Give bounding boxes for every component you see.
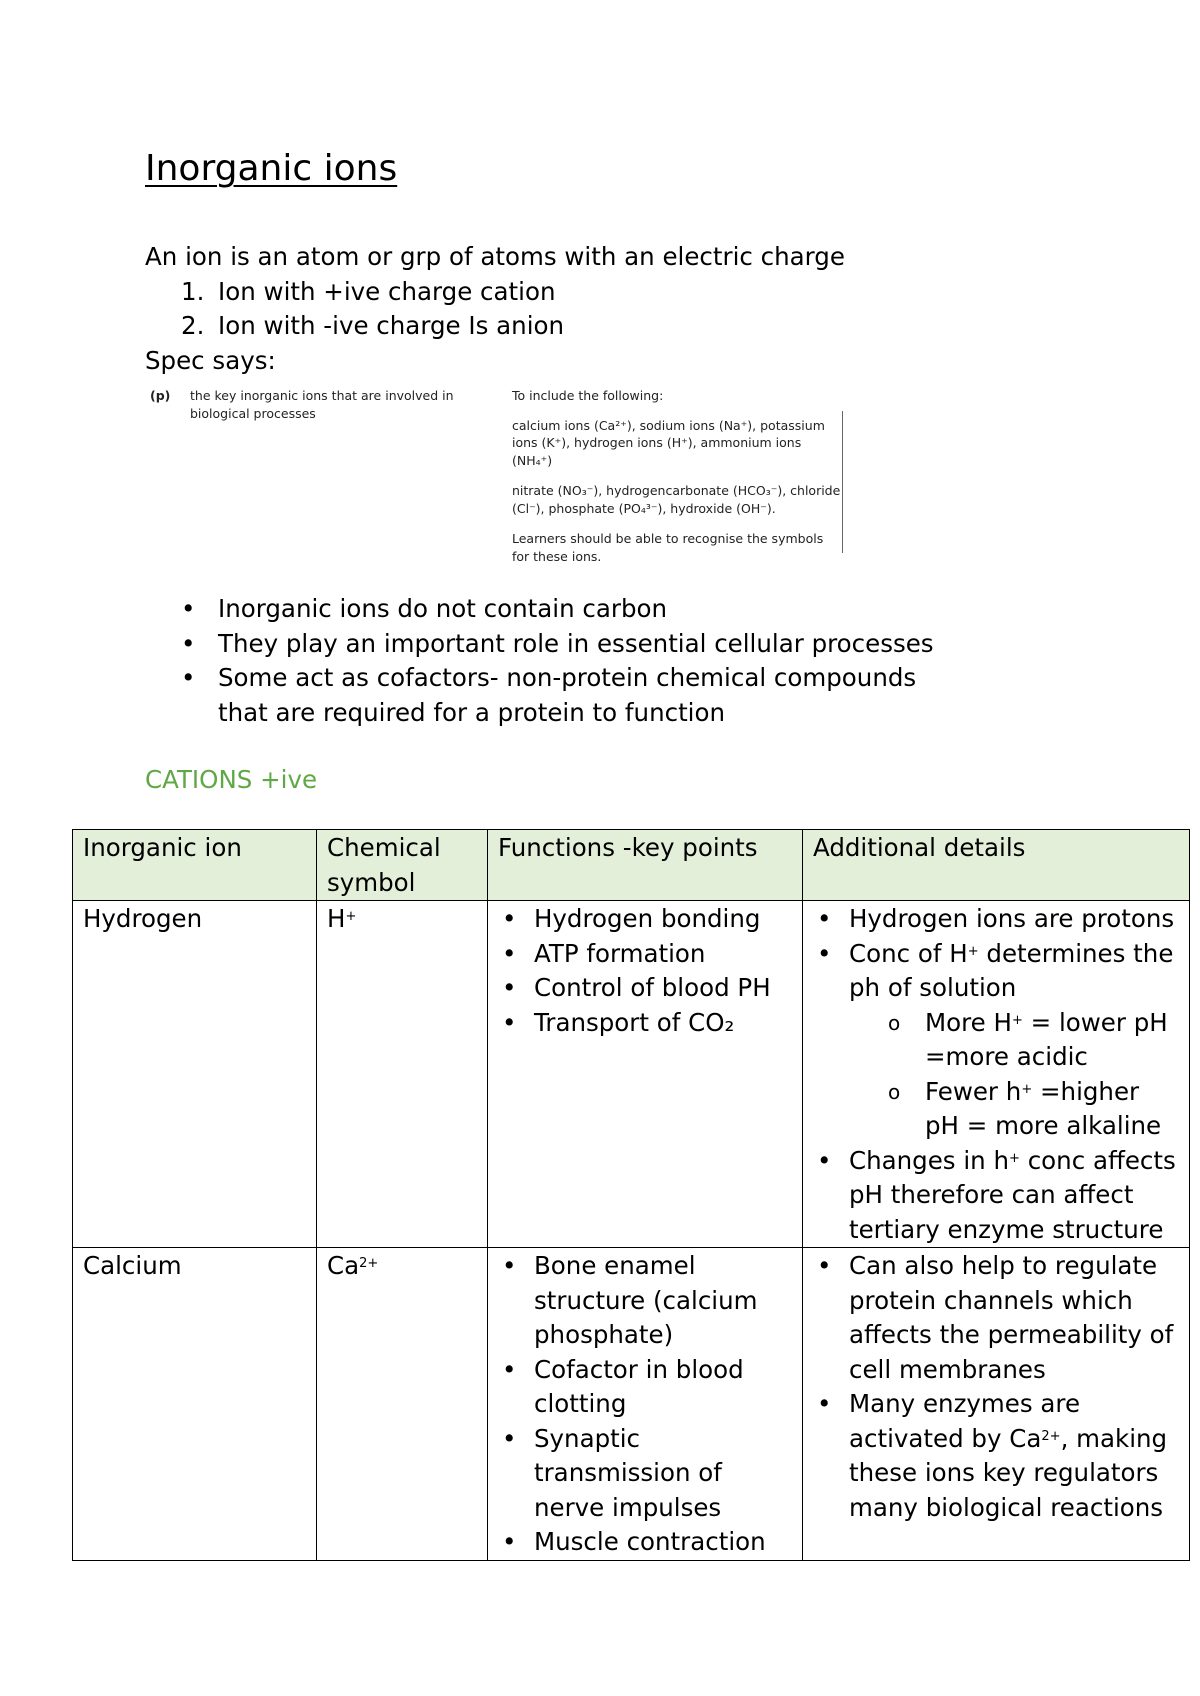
bullet-icon: • <box>502 1007 517 1037</box>
list-item-text: Ion with -ive charge Is anion <box>218 311 565 340</box>
bullet-icon: • <box>817 1251 832 1280</box>
list-item <box>145 275 845 310</box>
list-item <box>145 592 965 627</box>
bullet-icon: • <box>817 904 832 933</box>
list-item <box>498 937 792 972</box>
list-item-text: Transport of CO₂ <box>534 1007 735 1037</box>
spec-cations: calcium ions (Ca²⁺), sodium ions (Na⁺), potassium ions (K⁺), hydrogen ions (H⁺), ammonium ions (NH₄⁺) <box>512 417 825 468</box>
bullet-icon: • <box>817 938 832 968</box>
bullet-icon: • <box>502 1251 517 1280</box>
list-item <box>498 971 792 1006</box>
text-part: = lower pH =more acidic <box>925 1007 1168 1071</box>
bullet-icon: • <box>502 973 517 1002</box>
bullet-icon: • <box>817 1145 832 1175</box>
spec-anions: nitrate (NO₃⁻), hydrogencarbonate (HCO₃⁻), chloride (Cl⁻), phosphate (PO₄³⁻), hydroxide (OH⁻). <box>512 483 841 516</box>
spec-topic: the key inorganic ions that are involved in biological processes <box>190 388 454 421</box>
list-item <box>813 1144 1179 1248</box>
key-points <box>145 592 965 730</box>
list-item-text: Some act as cofactors- non-protein chemical compounds that are required for a protein to function <box>218 663 917 727</box>
text-part: Changes in h <box>849 1145 1010 1175</box>
text-part: Many enzymes are activated by Ca <box>849 1389 1081 1453</box>
spec-divider <box>842 411 843 553</box>
list-item-text: Control of blood PH <box>534 973 771 1002</box>
text-part: More H <box>925 1007 1012 1037</box>
page-title: Inorganic ions <box>145 148 398 189</box>
section-heading-cations: CATIONS +ive <box>145 765 318 794</box>
list-item <box>498 1525 792 1560</box>
spec-says-label: Spec says: <box>145 345 276 375</box>
bullet-icon: • <box>181 628 196 658</box>
bullet-icon: • <box>817 1389 832 1418</box>
text-part: conc affects pH therefore can affect tertiary enzyme structure <box>849 1145 1176 1244</box>
list-item <box>498 1353 792 1422</box>
details-cell <box>803 1248 1190 1561</box>
charge-superscript: + <box>1009 1150 1020 1166</box>
table-row <box>73 901 1190 1248</box>
charge-superscript: + <box>1021 1081 1033 1097</box>
text-part: =higher pH = more alkaline <box>925 1076 1162 1140</box>
symbol-charge: + <box>345 909 357 924</box>
list-item <box>145 627 965 662</box>
column-header: Functions -key points <box>488 830 803 901</box>
sub-bullet-icon: o <box>888 1010 901 1035</box>
spec-details <box>512 387 842 578</box>
symbol-charge: 2+ <box>359 1256 379 1271</box>
list-item <box>813 937 1179 1144</box>
text-part: , making these ions key regulators many biological reactions <box>849 1423 1168 1522</box>
list-item-text: Bone enamel structure (calcium phosphate) <box>534 1251 758 1349</box>
column-header: Additional details <box>803 830 1190 901</box>
list-number: 1. <box>181 276 205 306</box>
list-item-text: Ion with +ive charge cation <box>218 276 556 306</box>
symbol-base: Ca <box>327 1251 360 1280</box>
list-item <box>498 1422 792 1526</box>
column-header: Inorganic ion <box>73 830 317 901</box>
cations-table <box>72 829 1190 1561</box>
ion-name-cell: Calcium <box>73 1248 317 1561</box>
list-item <box>498 1006 792 1041</box>
bullet-icon: • <box>181 594 196 623</box>
chemical-symbol-cell <box>317 1248 488 1561</box>
text-part: Conc of H <box>849 938 968 968</box>
list-number: 2. <box>181 311 205 340</box>
list-item <box>145 309 845 344</box>
sub-list-item <box>886 1075 1179 1144</box>
list-item-text: Inorganic ions do not contain carbon <box>218 594 668 623</box>
charge-superscript: + <box>967 943 979 959</box>
list-item-text: Muscle contraction <box>534 1527 766 1556</box>
list-item <box>813 1387 1179 1525</box>
bullet-icon: • <box>502 1527 517 1556</box>
text-part: determines the ph of solution <box>849 938 1174 1002</box>
bullet-icon: • <box>502 1354 517 1384</box>
list-item-text: Cofactor in blood clotting <box>534 1354 744 1418</box>
spec-learners-note: Learners should be able to recognise the symbols for these ions. <box>512 531 824 564</box>
list-item-text: Can also help to regulate protein channels which affects the permeability of cell membranes <box>849 1251 1174 1384</box>
bullet-icon: • <box>181 663 196 692</box>
sub-list-item <box>886 1006 1179 1075</box>
charge-list <box>145 275 845 344</box>
column-header: Chemical symbol <box>317 830 488 901</box>
charge-superscript: 2+ <box>1041 1428 1061 1444</box>
bullet-icon: • <box>502 1423 517 1453</box>
functions-cell <box>488 901 803 1248</box>
details-cell <box>803 901 1190 1248</box>
text-part: Fewer h <box>925 1076 1022 1106</box>
symbol-base: H <box>327 904 346 933</box>
table-row <box>73 1248 1190 1561</box>
chemical-symbol-cell <box>317 901 488 1248</box>
list-item-text: ATP formation <box>534 938 706 968</box>
list-item-text: Hydrogen bonding <box>534 904 761 933</box>
ion-name-cell: Hydrogen <box>73 901 317 1248</box>
table-header-row <box>73 830 1190 901</box>
intro-section <box>145 240 845 378</box>
list-item-text: Synaptic transmission of nerve impulses <box>534 1423 722 1522</box>
spec-code: (p) <box>150 388 171 403</box>
sub-bullet-icon: o <box>888 1079 901 1104</box>
list-item <box>145 661 965 730</box>
ion-definition: An ion is an atom or grp of atoms with an electric charge <box>145 242 845 271</box>
functions-cell <box>488 1248 803 1561</box>
bullet-icon: • <box>502 938 517 968</box>
list-item <box>498 902 792 937</box>
list-item <box>813 902 1179 937</box>
list-item-text: They play an important role in essential cellular processes <box>218 628 934 658</box>
list-item-text: Hydrogen ions are protons <box>849 904 1175 933</box>
spec-excerpt-image <box>150 385 850 564</box>
list-item <box>813 1249 1179 1387</box>
sub-list <box>886 1006 1179 1144</box>
bullet-icon: • <box>502 904 517 933</box>
list-item <box>498 1249 792 1353</box>
charge-superscript: + <box>1011 1012 1023 1028</box>
spec-heading: To include the following: <box>512 388 664 403</box>
